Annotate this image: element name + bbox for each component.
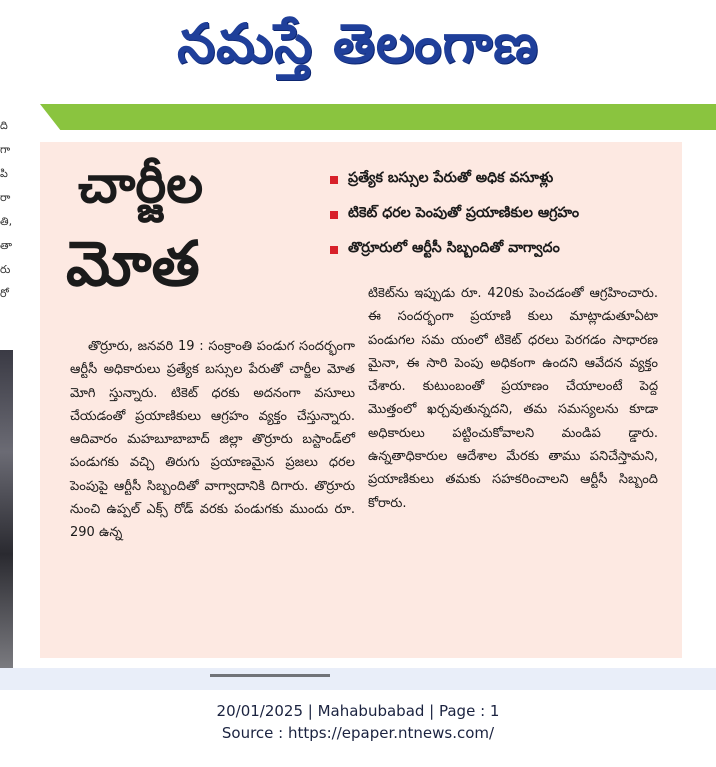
source-link[interactable]: Source : https://epaper.ntnews.com/ (221, 724, 495, 742)
next-article-band (0, 668, 716, 690)
adjacent-article-photo (0, 350, 13, 690)
article-highlights (330, 162, 675, 267)
newspaper-logo: నమస్తే తెలంగాణ (177, 11, 539, 75)
masthead (0, 0, 716, 100)
edition-info: 20/01/2025 | Mahabubabad | Page : 1 (216, 702, 500, 720)
section-divider-band (40, 104, 716, 130)
news-article (40, 142, 682, 658)
next-article-fragment (210, 674, 330, 687)
highlight-item: ప్రత్యేక బస్సుల పేరుతో అధిక వసూళ్లు (330, 162, 675, 197)
bullet-square-icon (330, 246, 338, 254)
article-body-right-column: టికెట్‌ను ఇప్పుడు రూ. 420కు పెంచడంతో ఆగ్రహించారు. ఈ సందర్భంగా ప్రయాణి కులు మాట్లాడుతూఏటా పండుగల సమ యంలో టికెట్‌ ధరలు పెరగడం సాధారణ మైనా, ఈ సారి పెంపు అధికంగా ఉందని ఆవేదన వ్యక్తం చేశారు. కుటుంబంతో ప్రయాణం చేయాలంటే పెద్ద మొత్తంలో ఖర్చవుతున్నదని, తమ సమస్యలను కూడా అధికారులు పట్టించుకోవాలని మండిప డ్డారు. ఉన్నతాధికారుల ఆదేశాల మేరకు తాము పనిచేస్తామని, ప్రయాణికులు తమకు సహకరించాలని ఆర్టీసీ సిబ్బంది కోరారు. (368, 286, 658, 511)
headline-line-2: మోత (66, 227, 200, 300)
highlight-item: టికెట్‌ ధరల పెంపుతో ప్రయాణికుల ఆగ్రహం (330, 197, 675, 232)
bullet-square-icon (330, 211, 338, 219)
headline-line-1: చార్జీల (78, 154, 204, 215)
page-footer (0, 700, 716, 744)
highlight-item: తొర్రూరులో ఆర్టీసీ సిబ్బందితో వాగ్వాదం (330, 232, 675, 267)
adjacent-article-strip (0, 110, 13, 690)
adjacent-article-text: ది గా పి రా తి, తా రు రో (0, 119, 13, 300)
article-body-left-column: తొర్రూరు, జనవరి 19 : సంక్రాంతి పండుగ సందర్భంగా ఆర్టీసీ అధికారులు ప్రత్యేక బస్సుల పేరుతో చార్జీల మోత మోగి స్తున్నారు. టికెట్‌ ధరకు అదనంగా వసూలు చేయడంతో ప్రయాణికులు ఆగ్రహం వ్యక్తం చేస్తున్నారు. ఆదివారం మహబూబాబాద్‌ జిల్లా తొర్రూరు బస్టాండ్‌లో పండుగకు వచ్చి తిరుగు ప్రయాణమైన ప్రజలు ధరల పెంపుపై ఆర్టీసీ సిబ్బందితో వాగ్వాదానికి దిగారు. తొర్రూరు నుంచి ఉప్పల్‌ ఎక్స్‌ రోడ్‌ వరకు పండుగకు ముందు రూ. 290 ఉన్న (70, 339, 355, 541)
bullet-square-icon (330, 176, 338, 184)
article-headline (56, 150, 326, 308)
